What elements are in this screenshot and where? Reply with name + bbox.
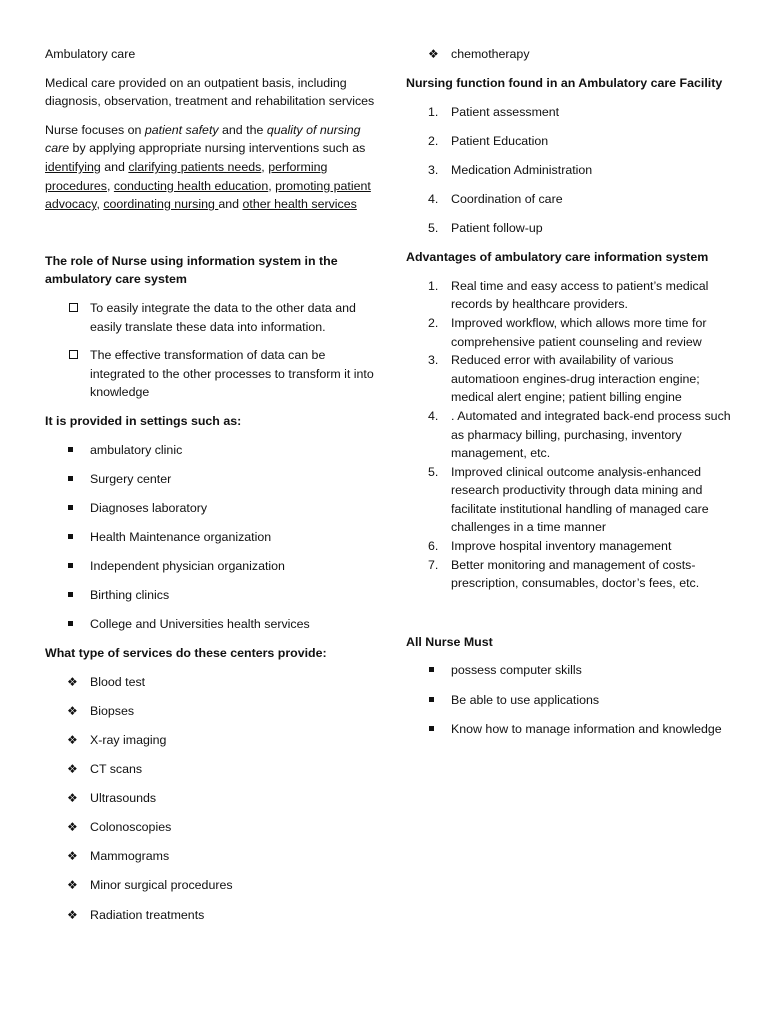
filled-square-bullet-icon — [68, 476, 73, 481]
filled-square-bullet-icon — [68, 592, 73, 597]
four-diamond-bullet-icon: ❖ — [67, 849, 78, 864]
list-item: ❖ Colonoscopies — [67, 820, 172, 835]
list-item: Know how to manage information and knowledge — [406, 720, 736, 739]
list-item: possess computer skills — [406, 661, 736, 680]
filled-square-bullet-icon — [68, 563, 73, 568]
list-item: ❖ CT scans — [67, 762, 143, 777]
section-heading-ambulatory-care: Ambulatory care — [45, 47, 136, 61]
nurse-focus-paragraph: Nurse focuses on patient safety and the quality of nursing care by applying appropriate nursing interventions such as identifying and clarifying patients needs, performing procedures, conducting health education, promoting patient advocacy, coordinating nursing and other health services — [45, 122, 371, 212]
list-item: To easily integrate the data to the other data and easily translate these data into information. — [45, 299, 375, 336]
list-item: ❖ Ultrasounds — [67, 791, 157, 806]
list-item: ❖ Minor surgical procedures — [67, 878, 233, 893]
list-item: Diagnoses laboratory — [45, 499, 375, 518]
list-item: 2. Patient Education — [428, 133, 549, 148]
list-item: 5. Patient follow-up — [428, 221, 543, 236]
list-item: Health Maintenance organization — [45, 528, 375, 547]
services-list-continued — [406, 45, 736, 64]
four-diamond-bullet-icon: ❖ — [67, 674, 78, 689]
right-column — [406, 45, 736, 749]
list-item: ambulatory clinic — [45, 441, 375, 460]
four-diamond-bullet-icon: ❖ — [67, 907, 78, 922]
list-item: ❖ Blood test — [67, 674, 146, 689]
hollow-square-bullet-icon — [69, 350, 78, 359]
must-heading: All Nurse Must — [406, 634, 493, 649]
filled-square-bullet-icon — [429, 667, 434, 672]
functions-list — [406, 103, 736, 238]
four-diamond-bullet-icon: ❖ — [67, 820, 78, 835]
role-list — [45, 299, 375, 402]
definition-paragraph: Medical care provided on an outpatient basis, including diagnosis, observation, treatment and rehabilitation services — [45, 75, 375, 109]
list-item: Be able to use applications — [406, 691, 736, 710]
filled-square-bullet-icon — [429, 726, 434, 731]
functions-heading: Nursing function found in an Ambulatory care Facility — [406, 76, 723, 91]
list-item: ❖ chemotherapy — [428, 47, 530, 61]
services-heading: What type of services do these centers provide: — [45, 646, 327, 661]
advantages-list — [406, 277, 736, 593]
four-diamond-bullet-icon: ❖ — [67, 732, 78, 747]
list-item: 2. Improved workflow, which allows more time for comprehensive patient counseling and review — [428, 315, 707, 349]
list-item: 7. Better monitoring and management of costs-prescription, consumables, doctor’s fees, etc. — [428, 557, 700, 591]
must-list — [406, 661, 736, 738]
list-item: ❖ Mammograms — [67, 849, 170, 864]
settings-heading: It is provided in settings such as: — [45, 413, 242, 428]
list-item: 1. Real time and easy access to patient’s medical records by healthcare providers. — [428, 278, 709, 312]
list-item: 6. Improve hospital inventory management — [428, 539, 672, 554]
settings-list — [45, 441, 375, 634]
list-item: Birthing clinics — [45, 586, 375, 605]
list-item: 4. . Automated and integrated back-end process such as pharmacy billing, purchasing, inventory management, etc. — [428, 408, 731, 461]
list-item: 3. Medication Administration — [428, 162, 593, 177]
list-item: 5. Improved clinical outcome analysis-enhanced research productivity through data mining and facilitate institutional handling of managed care challenges in a time manner — [428, 464, 709, 535]
list-item: ❖ Biopses — [67, 703, 135, 718]
filled-square-bullet-icon — [68, 447, 73, 452]
list-item: ❖ X-ray imaging — [67, 732, 167, 747]
four-diamond-bullet-icon: ❖ — [67, 762, 78, 777]
list-item: Surgery center — [45, 470, 375, 489]
list-item: The effective transformation of data can be integrated to the other processes to transform it into knowledge — [45, 346, 375, 402]
four-diamond-bullet-icon: ❖ — [428, 47, 439, 61]
filled-square-bullet-icon — [68, 505, 73, 510]
left-column — [45, 45, 375, 935]
filled-square-bullet-icon — [429, 697, 434, 702]
filled-square-bullet-icon — [68, 534, 73, 539]
advantages-heading: Advantages of ambulatory care information system — [406, 250, 709, 265]
list-item: ❖ Radiation treatments — [67, 907, 205, 922]
four-diamond-bullet-icon: ❖ — [67, 878, 78, 893]
list-item: College and Universities health services — [45, 615, 375, 634]
hollow-square-bullet-icon — [69, 303, 78, 312]
role-heading: The role of Nurse using information system in the ambulatory care system — [45, 253, 338, 287]
list-item: Independent physician organization — [45, 557, 375, 576]
list-item: 4. Coordination of care — [428, 191, 563, 206]
list-item: 1. Patient assessment — [428, 104, 560, 119]
services-list — [45, 673, 375, 924]
four-diamond-bullet-icon: ❖ — [67, 791, 78, 806]
list-item: 3. Reduced error with availability of various automatioon engines-drug interaction engine; medical alert engine; patient billing engine — [428, 353, 700, 405]
filled-square-bullet-icon — [68, 621, 73, 626]
four-diamond-bullet-icon: ❖ — [67, 703, 78, 718]
